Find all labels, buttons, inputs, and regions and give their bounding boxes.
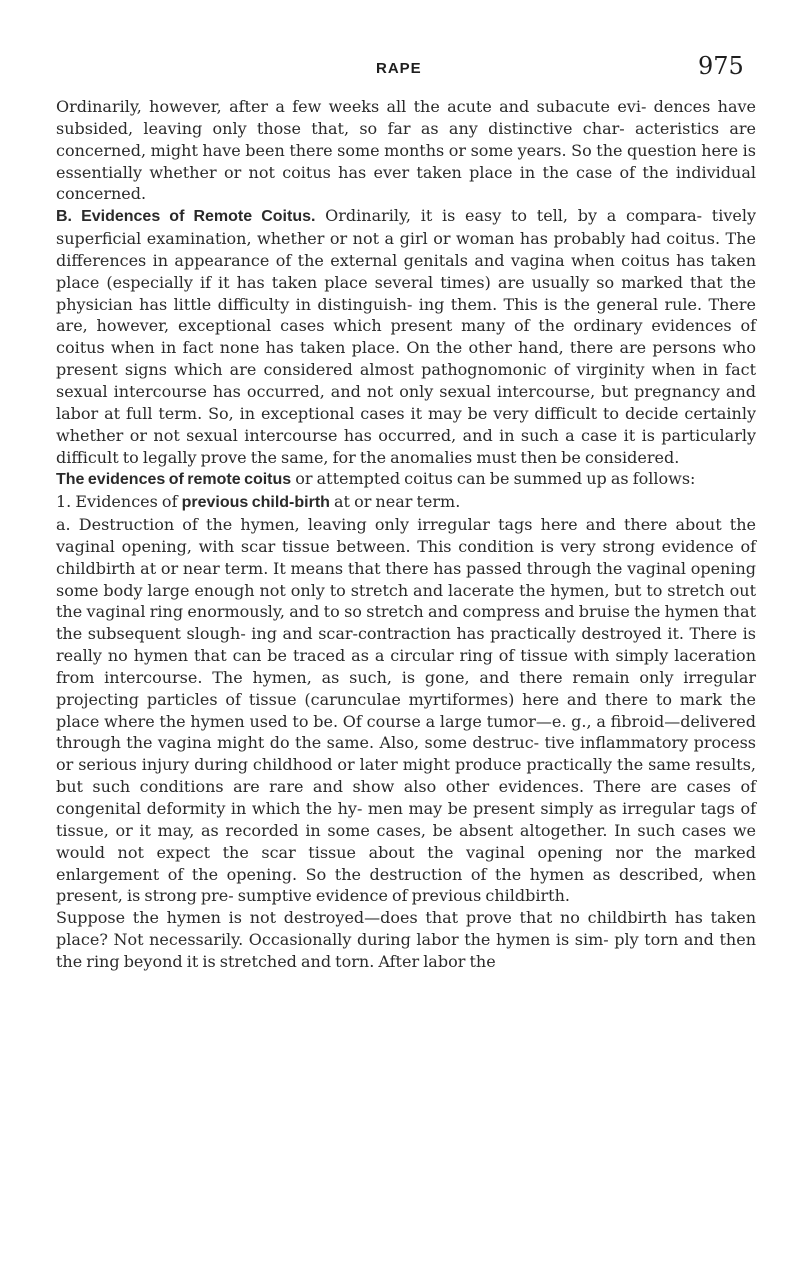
running-header (0, 52, 800, 82)
page-number: 975 (698, 52, 744, 80)
list-item-1 (56, 491, 756, 514)
bold-phrase-previous-childbirth: previous child-birth (181, 494, 330, 512)
paragraph-3-text: or attempted coitus can be summed up as follows: (291, 469, 696, 489)
list-item-1-prefix: 1. Evidences of (56, 492, 182, 512)
paragraph-2-text: Ordinarily, it is easy to tell, by a compara- tively superficial examination, whether or not a girl or woman has probably had coitus. The differences in appearance of the external genitals and vagina when coitus has taken place (especially if it has taken place several times) are usually so marked that the physician has little difficulty in distinguish- ing them. This is the general rule. There are, however, exceptional cases which present many of the ordinary evidences of coitus when in fact none has taken place. On the other hand, there are persons who present signs which are considered almost pathognomonic of virginity when in fact sexual intercourse has occurred, and not only sexual intercourse, but pregnancy and labor at full term. So, in exceptional cases it may be very difficult to decide certainly whether or not sexual intercourse has occurred, and in such a case it is particularly difficult to legally prove the same, for the anomalies must then be considered. (56, 206, 757, 467)
section-heading-remote-coitus: B. Evidences of Remote Coitus. (56, 208, 316, 226)
body-text (56, 96, 756, 973)
paragraph-a: a. Destruction of the hymen, leaving only irregular tags here and there about the vaginal opening, with scar tissue between. This condition is very strong evidence of childbirth at or near term. It means that there has passed through the vaginal opening some body large enough not only to stretch and lacerate the hymen, but to stretch out the vaginal ring enormously, and to so stretch and compress and bruise the hymen that the subsequent slough- ing and scar-contraction has practically destroyed it. There is really no hymen that can be traced as a circular ring of tissue with simply laceration from intercourse. The hymen, as such, is gone, and there remain only irregular projecting particles of tissue (carunculae myrtiformes) here and there to mark the place where the hymen used to be. Of course a large tumor—e. g., a fibroid—delivered through the vagina might do the same. Also, some destruc- tive inflammatory process or serious injury during childhood or later might produce practically the same results, but such conditions are rare and show also other evidences. There are cases of congenital deformity in which the hy- men may be present simply as irregular tags of tissue, or it may, as recorded in some cases, be absent altogether. In such cases we would not expect the scar tissue about the vaginal opening nor the marked enlargement of the opening. So the destruction of the hymen as described, when present, is strong pre- sumptive evidence of previous childbirth. (56, 515, 756, 906)
paragraph-last: Suppose the hymen is not destroyed—does that prove that no childbirth has taken place? Not necessarily. Occasionally during labor the hymen is sim- ply torn and then the ring beyond it is stretched and torn. After labor the (56, 908, 756, 971)
bold-phrase-evidences: The evidences of remote coitus (56, 471, 292, 489)
paragraph-1: Ordinarily, however, after a few weeks all the acute and subacute evi- dences have subsided, leaving only those that, so far as any distinctive char- acteristics are concerned, might have been there some months or some years. So the question here is essentially whether or not coitus has ever taken place in the case of the individual concerned. (56, 97, 756, 204)
paragraph-2 (56, 205, 756, 468)
list-item-1-suffix: at or near term. (329, 492, 461, 512)
running-title: RAPE (376, 60, 422, 77)
paragraph-3 (56, 468, 756, 491)
